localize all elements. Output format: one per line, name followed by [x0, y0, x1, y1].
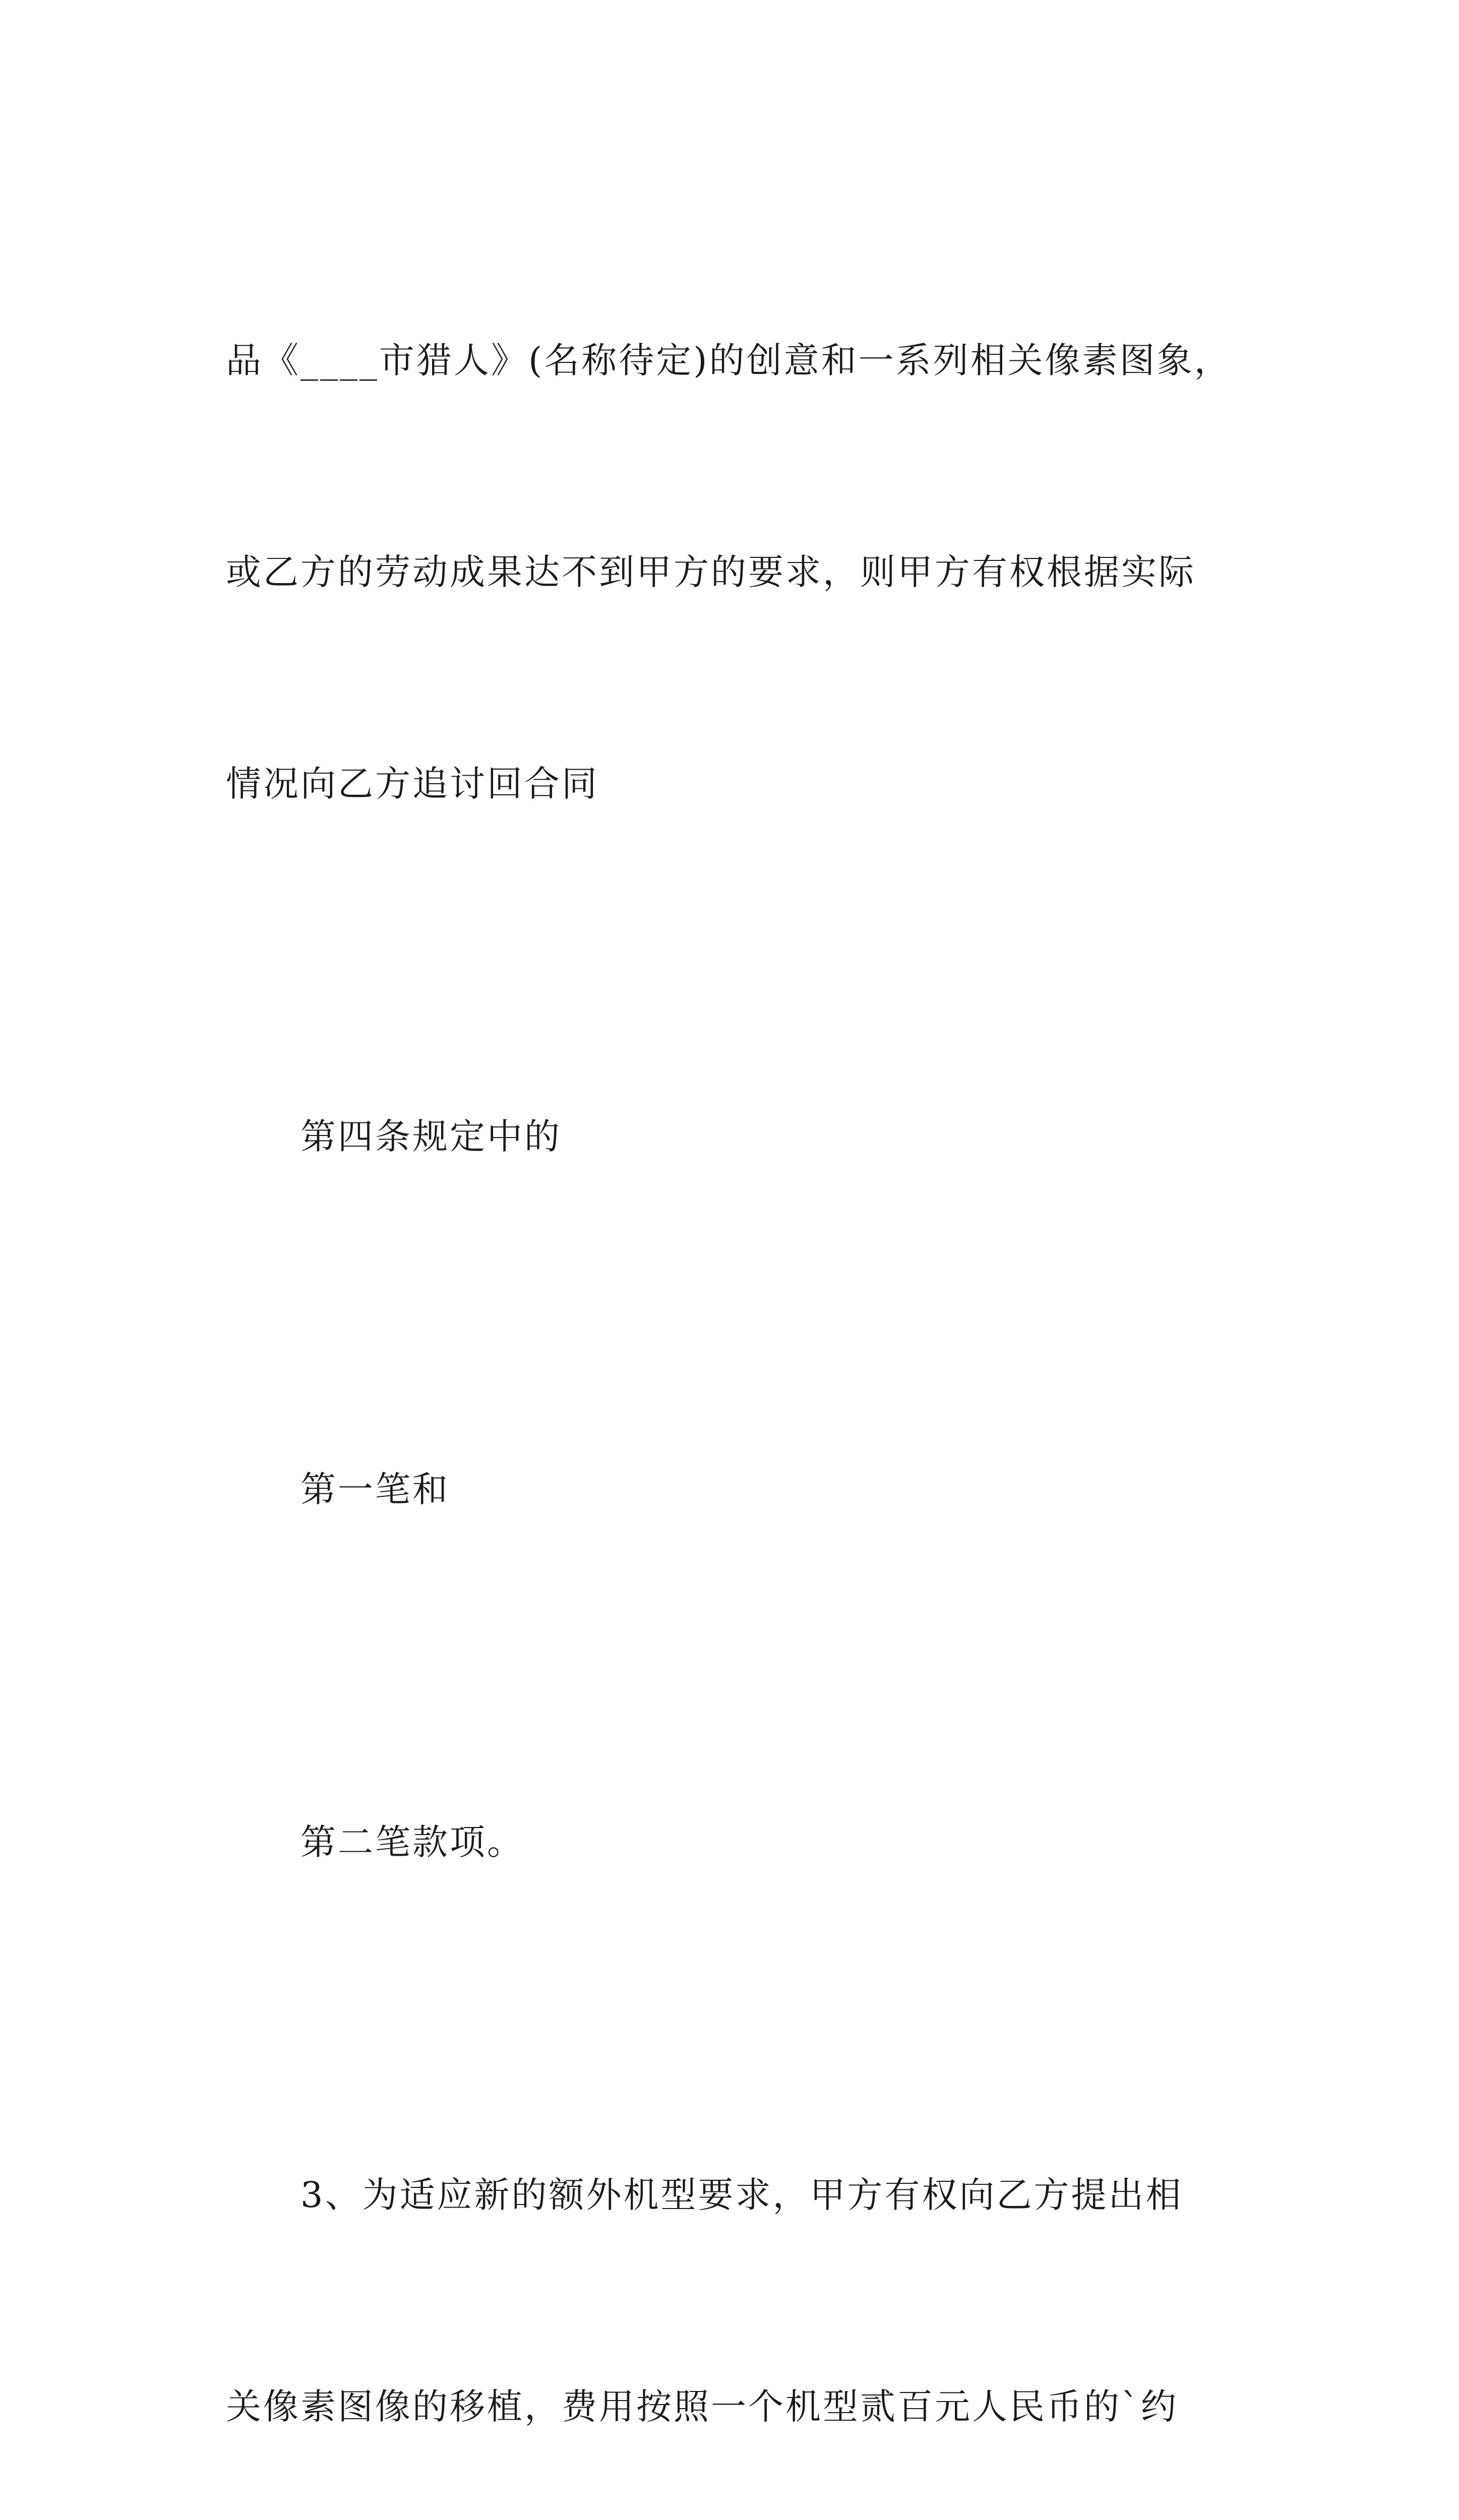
text-line: 或乙方的劳动成果达不到甲方的要求，则甲方有权根据实际 [226, 551, 1196, 593]
text-line: 3、为适应新的额外机型要求，甲方有权向乙方提出相 [300, 2174, 1183, 2216]
text-line: 情况向乙方追讨回合同 [226, 763, 599, 804]
text-line: 第一笔和 [300, 1469, 450, 1510]
text-line: 关像素图像的移植，费用按照一个机型贰百元人民币的`约 [226, 2386, 1178, 2427]
paragraph-2 [226, 960, 1249, 1313]
text-line: 第四条规定中的 [300, 1116, 562, 1157]
paragraph-4 [226, 1666, 1249, 2019]
text-line: 品《____市猎人》(名称待定)的创意和一系列相关像素图象， [226, 340, 1232, 381]
paragraph-1 [226, 184, 1249, 960]
paragraph-5 [226, 2019, 1249, 2520]
document-body [226, 184, 1249, 2520]
text-line: 第二笔款项。 [300, 1821, 524, 1863]
paragraph-3 [226, 1313, 1249, 1666]
